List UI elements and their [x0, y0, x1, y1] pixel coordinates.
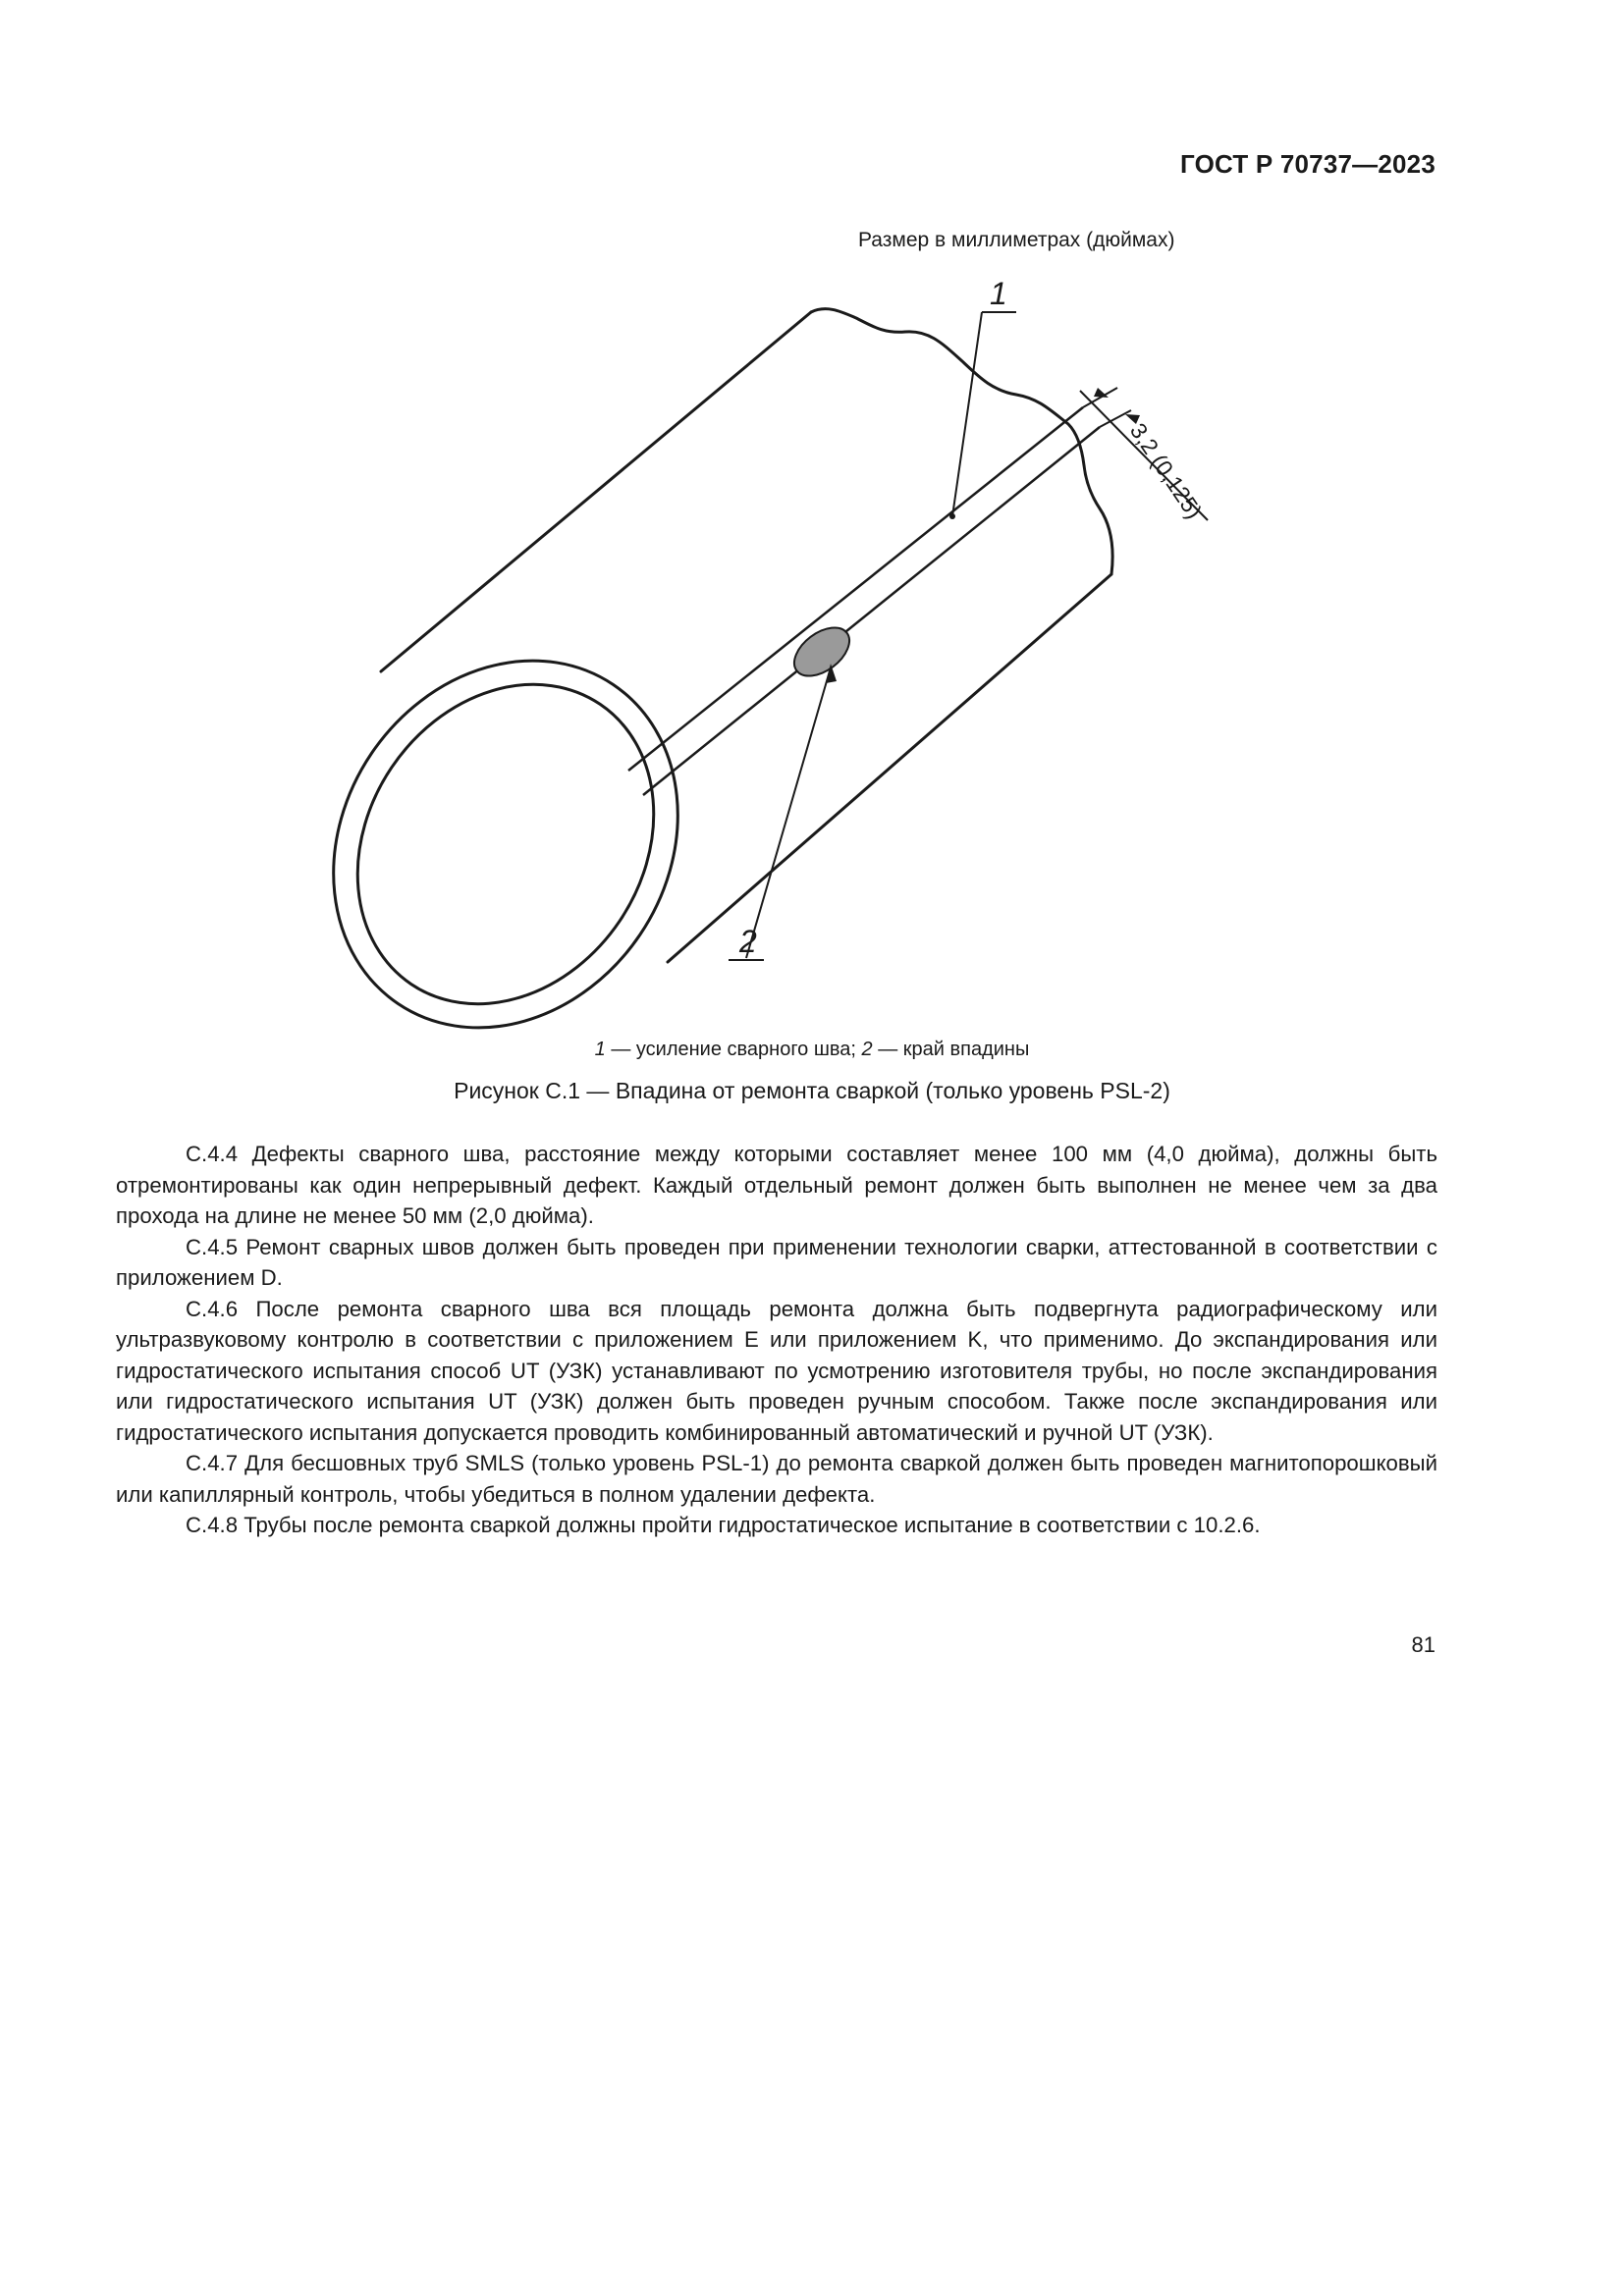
figure-caption: Рисунок С.1 — Впадина от ремонта сваркой (только уровень PSL-2): [454, 1078, 1170, 1103]
dimension-arrow-upper: [1094, 388, 1109, 398]
pipe-figure: [0, 0, 1624, 1080]
dimension-arrow-lower: [1125, 414, 1140, 424]
pipe-end-outer: [264, 594, 748, 1080]
paragraph-c-4-4: С.4.4 Дефекты сварного шва, расстояние между которыми составляет менее 100 мм (4,0 дюйма), должны быть отремонтированы как один непрерывный дефект. Каждый отдельный ремонт должен быть выполнен не менее чем за два прохода на длине не менее 50 мм (2,0 дюйма).: [116, 1142, 1437, 1228]
figure-legend: [0, 1039, 1624, 1061]
leader-line-2: [746, 667, 831, 958]
paragraph-c-4-7: С.4.7 Для бесшовных труб SMLS (только уровень PSL-1) до ремонта сваркой должен быть проведен магнитопорошковый или капиллярный контроль, чтобы убедиться в полном удалении дефекта.: [116, 1451, 1437, 1507]
paragraph-c-4-6: С.4.6 После ремонта сварного шва вся площадь ремонта должна быть подвергнута радиографическому или ультразвуковому контролю в соответствии с приложением E или приложением K, что применимо. До экспандирования или гидростатического испытания способ UT (УЗК) устанавливают по усмотрению изготовителя трубы, но после экспандирования или гидростатического испытания UT (УЗК) должен быть проведен ручным способом. Также после экспандирования или гидростатического испытания допускается проводить комбинированный автоматический и ручной UT (УЗК).: [116, 1296, 1437, 1445]
pipe-end-inner: [298, 627, 714, 1061]
leader-line-1: [952, 312, 982, 516]
legend-number-1: 1: [594, 1039, 606, 1060]
weld-seam-line-lower: [643, 427, 1100, 795]
legend-text-1: — усиление сварного шва;: [605, 1039, 862, 1060]
dimension-label: 3,2 (0,125): [1124, 418, 1208, 524]
paragraph-c-4-8: С.4.8 Трубы после ремонта сваркой должны пройти гидростатическое испытание в соответствии с 10.2.6.: [186, 1513, 1261, 1537]
legend-text-2: — край впадины: [872, 1039, 1030, 1060]
repair-groove: [785, 618, 858, 686]
weld-seam-line-upper: [628, 407, 1083, 771]
page-number: 81: [1411, 1632, 1435, 1657]
dimensions-note: Размер в миллиметрах (дюймах): [858, 229, 1175, 251]
pipe-bottom-edge: [668, 574, 1111, 962]
figure-label-1: 1: [990, 276, 1007, 311]
figure-label-2: 2: [739, 924, 757, 959]
paragraph-c-4-5: С.4.5 Ремонт сварных швов должен быть проведен при применении технологии сварки, аттестованной в соответствии с приложением D.: [116, 1234, 1437, 1290]
legend-number-2: 2: [861, 1039, 873, 1060]
document-code: ГОСТ Р 70737—2023: [1180, 149, 1435, 179]
body-text: [116, 1139, 1437, 1541]
leader-dot-1: [949, 513, 955, 519]
dimension-extension-lower: [1100, 410, 1131, 427]
pipe-top-edge: [381, 312, 811, 671]
pipe-break-line: [811, 309, 1112, 574]
